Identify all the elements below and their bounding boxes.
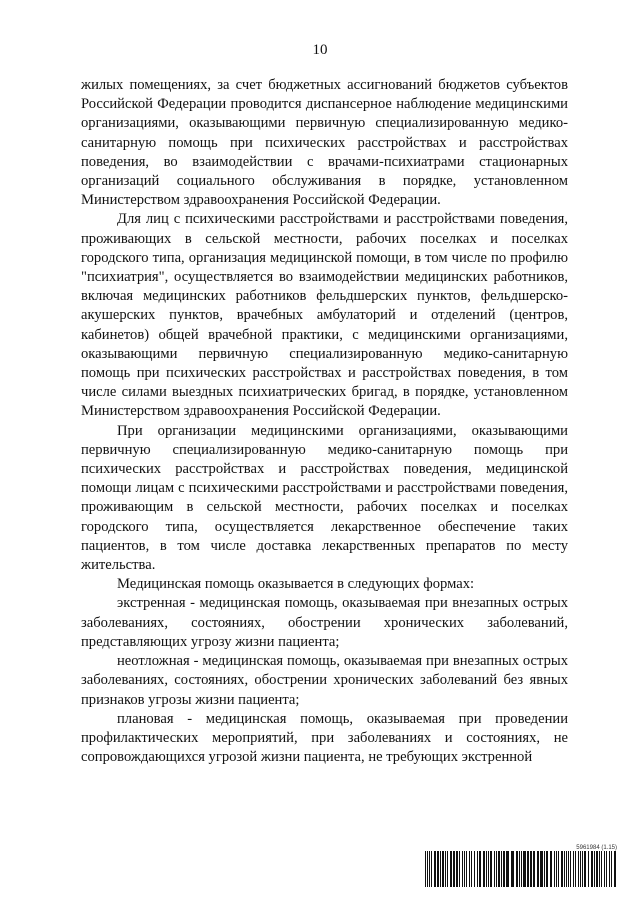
barcode-icon [425, 851, 619, 887]
paragraph-6: неотложная - медицинская помощь, оказываемая при внезапных острых заболеваниях, состояниях, обострении хронических заболеваний без явных признаков угрозы жизни пациента; [81, 653, 568, 708]
paragraph-3: При организации медицинскими организациями, оказывающими первичную специализированную медико-санитарную помощь при психических расстройствах и расстройствах поведения, медицинской помощи лицам с психическими расстройствами и расстройствами поведения, проживающим в сельской местности, рабочих поселках и поселках городского типа, осуществляется лекарственное обеспечение таких пациентов, в том числе доставка лекарственных препаратов по месту жительства. [81, 422, 568, 574]
paragraph-2: Для лиц с психическими расстройствами и расстройствами поведения, проживающих в сельской местности, рабочих поселках и поселках городского типа, организация медицинской помощи, в том числе по профилю "психиатрия", осуществляется во взаимодействии медицинских работников, включая медицинских работников фельдшерских пунктов, фельдшерско-акушерских пунктов, врачебных амбулаторий и отделений (центров, кабинетов) общей врачебной практики, с медицинскими организациями, оказывающими первичную специализированную медико-санитарную помощь при психических расстройствах и расстройствах поведения, в том числе силами выездных психиатрических бригад, в порядке, установленном Министерством здравоохранения Российской Федерации. [81, 211, 568, 420]
document-body [81, 76, 568, 767]
document-code-label: 5961984 (1.15) [576, 845, 617, 851]
page-number: 10 [312, 42, 328, 58]
paragraph-5: экстренная - медицинская помощь, оказываемая при внезапных острых заболеваниях, состояниях, обострении хронических заболеваний, представляющих угрозу жизни пациента; [81, 595, 568, 650]
paragraph-4: Медицинская помощь оказывается в следующих формах: [117, 576, 475, 593]
paragraph-1: жилых помещениях, за счет бюджетных ассигнований бюджетов субъектов Российской Федерации проводится диспансерное наблюдение медицинскими организациями, оказывающими первичную специализированную медико-санитарную помощь при психических расстройствах и расстройствах поведения, во взаимодействии с врачами-психиатрами стационарных организаций социального обслуживания в порядке, установленном Министерством здравоохранения Российской Федерации. [81, 77, 568, 209]
paragraph-7: плановая - медицинская помощь, оказываемая при проведении профилактических мероприятий, при заболеваниях и состояниях, не сопровождающихся угрозой жизни пациента, не требующих экстренной [81, 710, 568, 766]
